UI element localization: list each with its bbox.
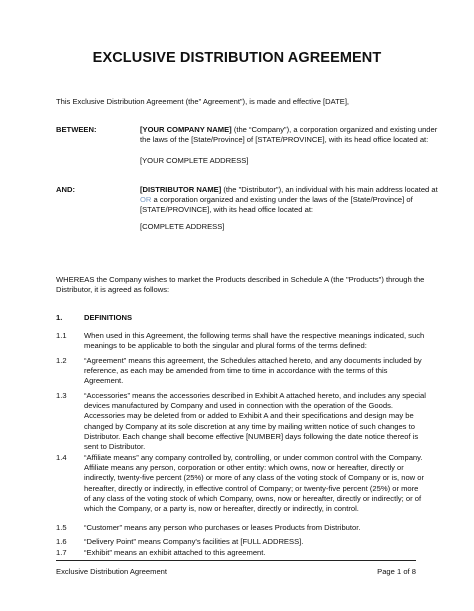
distributor-name-placeholder: [DISTRIBUTOR NAME]: [140, 185, 222, 194]
whereas-paragraph: WHEREAS the Company wishes to market the Products described in Schedule A (the "Products") through the Distributor, it is agreed as follows:: [56, 275, 425, 295]
clause-number: 1.4: [56, 453, 67, 462]
clause-number: 1.3: [56, 391, 67, 400]
and-label: AND:: [56, 185, 75, 194]
clause-text: “Agreement” means this agreement, the Schedules attached hereto, and any documents included by reference, as each may be amended from time to time in accordance with the terms of this Agreement.: [84, 356, 422, 386]
between-label: BETWEEN:: [56, 125, 97, 134]
between-description: (the “Company”), a corporation organized and existing under the laws of the [State/Province] of [STATE/PROVINCE], with its head office located at:: [140, 125, 438, 145]
and-description-a: (the "Distributor"), an individual with his main address located at: [221, 185, 438, 194]
clause-text: “Affiliate means” any company controlled by, controlling, or under common control with the Company. Affiliate means any person, corporation or other entity: which owns, now or hereafter, directly or indirectly, twenty-five percent (25%) or more of any class of the voting stock of Company or is, now or hereafter, directly or indirectly, in effective control of Company; or twenty-five percent (25%) or more of any class of the voting stock of which Company, owns, now or hereafter, directly or indirectly; or of which the Company, or a party is, now or hereafter, directly or indirectly, in control.: [84, 453, 425, 514]
footer-document-name: Exclusive Distribution Agreement: [56, 567, 168, 576]
clause-text: “Customer” means any person who purchases or leases Products from Distributor.: [84, 523, 361, 532]
or-marker: OR: [140, 195, 152, 205]
clause-number: 1.5: [56, 523, 67, 532]
and-party-text: [140, 185, 440, 216]
clause-text: When used in this Agreement, the following terms shall have the respective meanings indicated, such meanings to be applicable to both the singular and plural forms of the terms defined:: [84, 331, 425, 351]
distributor-address-placeholder: [COMPLETE ADDRESS]: [140, 222, 225, 231]
clause-number: 1.7: [56, 548, 67, 557]
clause-number: 1.6: [56, 537, 67, 546]
between-party-text: [140, 125, 440, 145]
footer-divider: [56, 560, 416, 561]
and-description-b: a corporation organized and existing under the laws of the [State/Province] of [STATE/PROVINCE], with its head office located at:: [140, 195, 413, 215]
company-address-placeholder: [YOUR COMPLETE ADDRESS]: [140, 156, 249, 165]
clause-number: 1.2: [56, 356, 67, 365]
intro-paragraph: This Exclusive Distribution Agreement (the” Agreement”), is made and effective [DATE],: [56, 97, 350, 106]
section-number: 1.: [56, 313, 63, 322]
clause-text: “Exhibit” means an exhibit attached to this agreement.: [84, 548, 266, 557]
clause-text: “Delivery Point” means Company's facilities at [FULL ADDRESS].: [84, 537, 304, 546]
clause-number: 1.1: [56, 331, 67, 340]
section-title: DEFINITIONS: [84, 313, 133, 322]
clause-text: “Accessories” means the accessories described in Exhibit A attached hereto, and includes any special devices manufactured by Company and used in connection with the operation of the Goods. Accessories may be deleted from or added to Exhibit A and their specifications and design may be changed by Company at its sole discretion at any time by mailing written notice of such changes to Distributor. Each change shall become effective [NUMBER] days following the date notice thereof is sent to Distributor.: [84, 391, 426, 452]
company-name-placeholder: [YOUR COMPANY NAME]: [140, 125, 232, 134]
footer-page-number: Page 1 of 8: [377, 567, 416, 576]
document-title: EXCLUSIVE DISTRIBUTION AGREEMENT: [92, 50, 382, 66]
